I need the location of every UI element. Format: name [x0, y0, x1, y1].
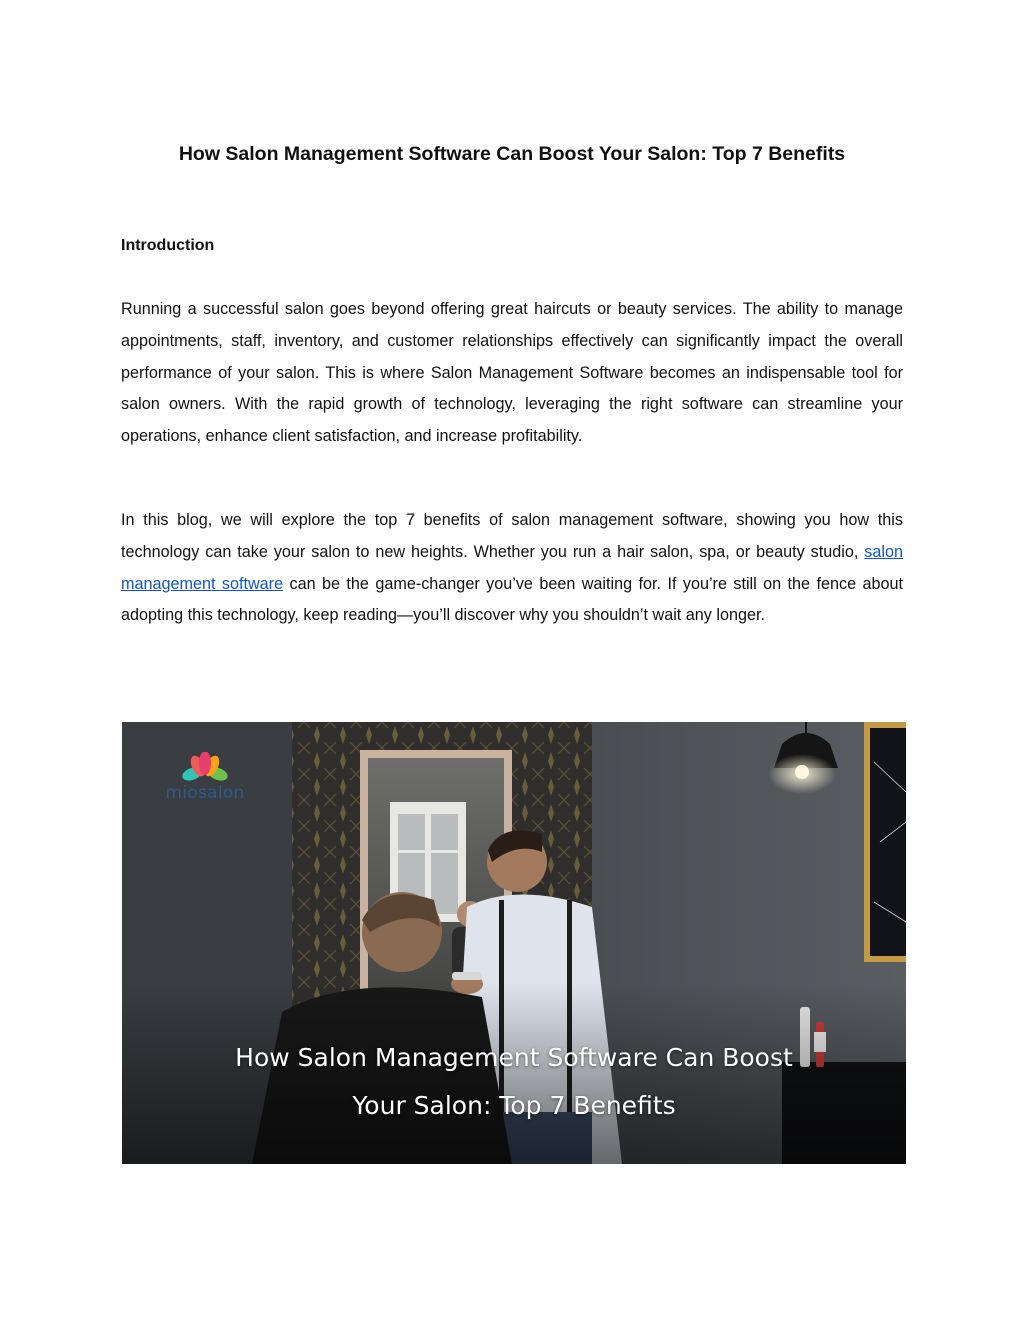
hero-caption [122, 1034, 906, 1130]
document-title: How Salon Management Software Can Boost Your Salon: Top 7 Benefits [178, 143, 846, 165]
hero-caption-line-1: How Salon Management Software Can Boost [235, 1043, 793, 1072]
hero-image [122, 722, 906, 1164]
salon-management-software-link[interactable]: salon management software [121, 542, 903, 593]
intro-paragraph: Running a successful salon goes beyond offering great haircuts or beauty services. The ability to manage appointments, staff, inventory, and customer relationships effectively can significantly impact the overall performance of your salon. This is where Salon Management Software becomes an indispensable tool for salon owners. With the rapid growth of technology, leveraging the right software can streamline your operations, enhance client satisfaction, and increase profitability. [121, 300, 903, 446]
blog-overview-paragraph [121, 505, 903, 632]
lotus-icon [150, 752, 260, 786]
introduction-heading: Introduction [121, 237, 215, 254]
paragraph-text-after-link: can be the game-changer you’ve been waiting for. If you’re still on the fence about adopting this technology, keep reading—you’ll discover why you shouldn’t wait any longer. [121, 574, 903, 625]
hero-caption-line-2: Your Salon: Top 7 Benefits [352, 1091, 676, 1120]
paragraph-text-before-link: In this blog, we will explore the top 7 benefits of salon management software, showing you how this technology can take your salon to new heights. Whether you run a hair salon, spa, or beauty studio, [121, 511, 903, 561]
brand-logo [150, 752, 260, 808]
brand-name: miosalon [165, 783, 245, 803]
